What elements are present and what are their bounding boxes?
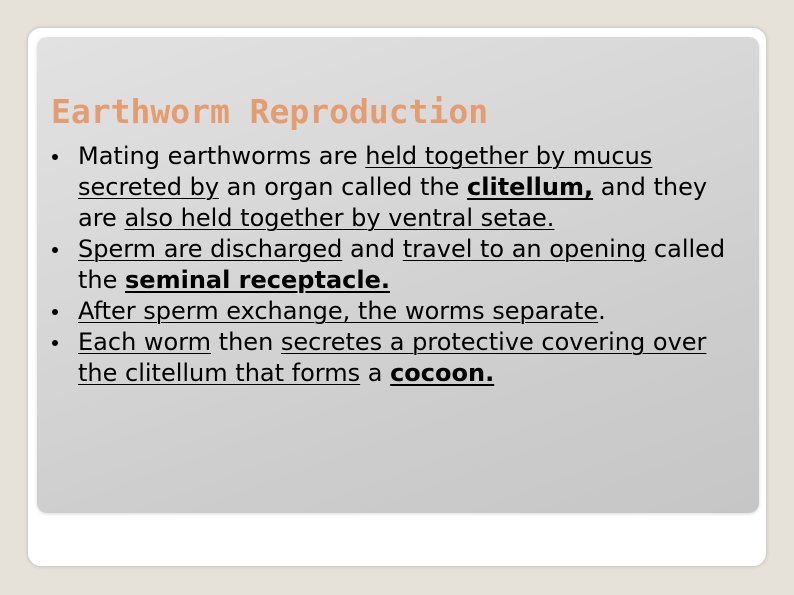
bullet-segment-bold-underlined: cocoon.	[390, 359, 495, 387]
bullet-segment: a	[360, 359, 391, 387]
bullet-segment-underlined: secretes a protective covering over the clitellum that forms	[78, 328, 707, 387]
bullet-dot-icon	[52, 247, 58, 253]
bullet-segment-bold-underlined: seminal receptacle.	[125, 266, 390, 294]
bullet-segment-underlined: also held together by ventral setae.	[124, 204, 555, 232]
bullet-segment-underlined: After sperm exchange, the worms separate	[78, 297, 599, 325]
bullet-item	[37, 296, 759, 327]
bullet-segment: called the	[78, 235, 726, 294]
bullet-segment-underlined: Each worm	[78, 328, 212, 356]
bullet-item	[37, 327, 759, 389]
bullet-segment: and	[342, 235, 403, 263]
bullet-dot-icon	[52, 340, 58, 346]
bullet-segment: and they are	[78, 173, 708, 232]
bullet-dot-icon	[52, 154, 58, 160]
bullet-list	[37, 141, 759, 389]
bullet-segment-underlined: travel to an opening	[402, 235, 647, 263]
content-panel	[37, 37, 759, 513]
bullet-segment-underlined: Sperm are discharged	[78, 235, 343, 263]
bullet-segment-bold-underlined: clitellum,	[467, 173, 594, 201]
slide-title: Earthworm Reproduction	[51, 92, 489, 131]
bullet-item	[37, 141, 759, 234]
bullet-dot-icon	[52, 309, 58, 315]
bullet-item	[37, 234, 759, 296]
bullet-segment: Mating earthworms are	[78, 142, 366, 170]
bullet-segment-underlined: held together by mucus secreted by	[78, 142, 653, 201]
bullet-segment: .	[598, 297, 606, 325]
bullet-segment: then	[211, 328, 281, 356]
bullet-segment: an organ called the	[219, 173, 468, 201]
